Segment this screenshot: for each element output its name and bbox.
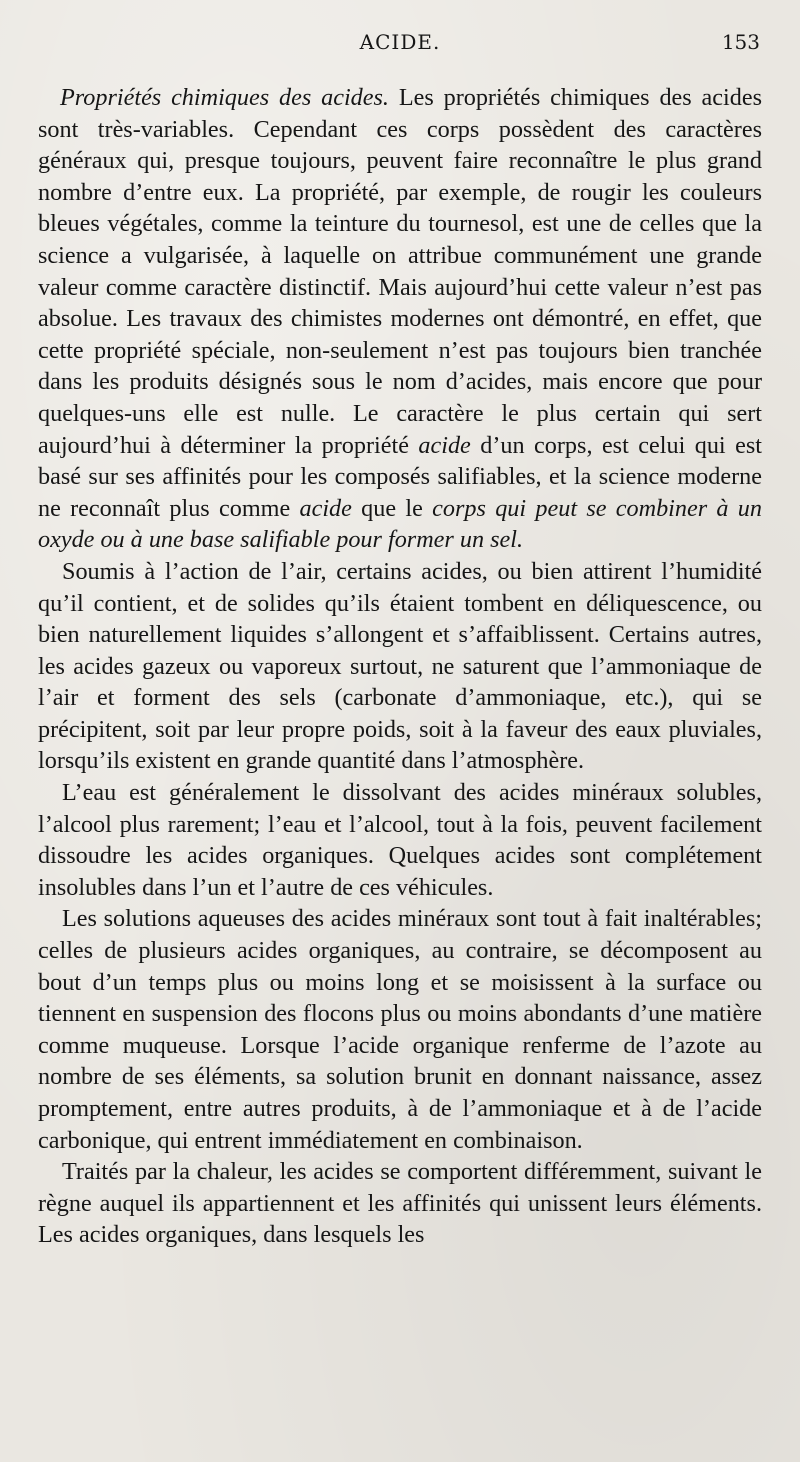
paragraph-air-action: Soumis à l’action de l’air, certains acides, ou bien attirent l’humidité qu’il contient, et de solides qu’ils étaient tombent en déliquescence, ou bien naturellement liquides s’allongent et s’affaiblissent. Certains autres, les acides gazeux ou vaporeux surtout, ne saturent que l’ammoniaque de l’air et forment des sels (carbonate d’ammoniaque, etc.), qui se précipitent, soit par leur propre poids, soit à la faveur des eaux pluviales, lorsqu’ils existent en grande quantité dans l’atmosphère. xyxy=(38,557,762,775)
paragraph-aqueous-solutions: Les solutions aqueuses des acides minéraux sont tout à fait inaltérables; celles de plusieurs acides organiques, au contraire, se décomposent au bout d’un temps plus ou moins long et se moisissent à la surface ou tiennent en suspension des flocons plus ou moins abondants d’une matière comme muqueuse. Lorsque l’acide organique renferme de l’azote au nombre de ses éléments, sa solution brunit en donnant naissance, assez promptement, entre autres produits, à de l’ammoniaque et à de l’acide carbonique, qui entrent immédiatement en combinaison. xyxy=(38,905,762,1154)
italic-definition: corps qui peut se combiner à un oxyde ou à une base salifiable pour former un sel. xyxy=(38,494,762,554)
italic-term: acide xyxy=(299,494,352,522)
running-head: ACIDE. xyxy=(359,30,441,54)
paragraph-text: que le xyxy=(351,494,433,522)
paragraph-chemical-properties xyxy=(38,82,762,556)
paragraph-solvents: L’eau est généralement le dissolvant des acides minéraux solubles, l’alcool plus rarement; l’eau et l’alcool, tout à la fois, peuvent facilement dissoudre les acides organiques. Quelques acides sont complétement insolubles dans l’un et l’autre de ces véhicules. xyxy=(38,779,762,901)
paragraph-text: d’un corps, est celui qui est basé sur ses affinités pour les composés salifiables, et la science moderne ne reconnaît plus comme xyxy=(38,431,762,522)
paragraph-heat: Traités par la chaleur, les acides se comportent différemment, suivant le règne auquel ils appartiennent et les affinités qui unissent leurs éléments. Les acides organiques, dans lesquels les xyxy=(38,1158,762,1249)
section-heading: Propriétés chimiques des acides. xyxy=(60,84,389,111)
italic-term: acide xyxy=(418,431,471,459)
page-number: 153 xyxy=(721,30,760,54)
page-header xyxy=(0,30,800,60)
body-text xyxy=(38,82,762,1251)
paragraph-text: Les propriétés chimiques des acides sont très-variables. Cependant ces corps possèdent des caractères généraux qui, presque toujours, peuvent faire reconnaître le plus grand nombre d’entre eux. La propriété, par exemple, de rougir les couleurs bleues végétales, comme la teinture du tournesol, est une de celles que la science a vulgarisée, à laquelle on attribue communément une grande valeur comme caractère distinctif. Mais aujourd’hui cette valeur n’est pas absolue. Les travaux des chimistes modernes ont démontré, en effet, que cette propriété spéciale, non-seulement n’est pas toujours bien tranchée dans les produits désignés sous le nom d’acides, mais encore que pour quelques-uns elle est nulle. Le caractère le plus certain qui sert aujourd’hui à déterminer la propriété xyxy=(38,84,762,459)
